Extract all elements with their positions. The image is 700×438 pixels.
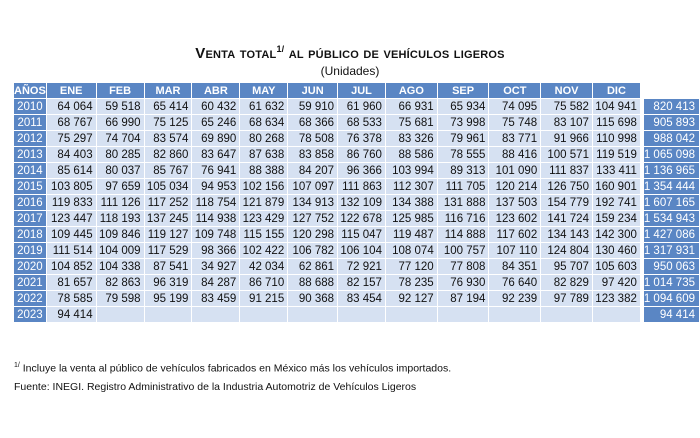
page-title	[0, 44, 700, 62]
row-gap	[641, 243, 643, 258]
month-value-cell: 85 767	[145, 163, 192, 178]
month-value-cell: 82 157	[338, 275, 385, 290]
month-value-cell	[438, 307, 489, 322]
annual-total-cell: 988 042	[644, 131, 699, 146]
month-value-cell: 111 837	[541, 163, 592, 178]
month-value-cell: 117 602	[489, 227, 540, 242]
footnote-text: Incluye la venta al público de vehículos fabricados en México más los vehículos importados.	[19, 362, 452, 375]
month-value-cell	[97, 307, 144, 322]
year-cell: 2021	[14, 275, 46, 290]
row-gap	[641, 147, 643, 162]
annual-total-cell: 94 414	[644, 307, 699, 322]
table-row	[14, 291, 699, 306]
month-value-cell: 87 194	[438, 291, 489, 306]
month-value-cell: 75 125	[145, 115, 192, 130]
month-value-cell: 111 126	[97, 195, 144, 210]
month-value-cell: 95 707	[541, 259, 592, 274]
month-value-cell: 74 704	[97, 131, 144, 146]
month-value-cell: 100 571	[541, 147, 592, 162]
month-value-cell: 75 748	[489, 115, 540, 130]
month-value-cell: 75 582	[541, 99, 592, 114]
month-value-cell: 134 913	[288, 195, 337, 210]
month-value-cell: 77 120	[386, 259, 437, 274]
month-value-cell: 111 705	[438, 179, 489, 194]
year-cell: 2010	[14, 99, 46, 114]
row-gap	[641, 307, 643, 322]
month-value-cell: 78 585	[47, 291, 96, 306]
table-row	[14, 275, 699, 290]
row-gap	[641, 195, 643, 210]
month-value-cell: 123 429	[240, 211, 287, 226]
month-value-cell: 108 074	[386, 243, 437, 258]
month-value-cell: 104 009	[97, 243, 144, 258]
month-value-cell: 119 487	[386, 227, 437, 242]
month-value-cell: 103 994	[386, 163, 437, 178]
table-row	[14, 195, 699, 210]
month-value-cell: 95 199	[145, 291, 192, 306]
header-month: MAY	[240, 83, 287, 98]
month-value-cell: 97 659	[97, 179, 144, 194]
annual-total-cell: 1 607 165	[644, 195, 699, 210]
annual-total-cell: 1 534 943	[644, 211, 699, 226]
month-value-cell: 103 805	[47, 179, 96, 194]
month-value-cell: 117 529	[145, 243, 192, 258]
month-value-cell: 92 127	[386, 291, 437, 306]
header-gap	[641, 83, 643, 98]
month-value-cell: 137 245	[145, 211, 192, 226]
month-value-cell: 104 338	[97, 259, 144, 274]
sales-table	[13, 82, 700, 323]
row-gap	[641, 163, 643, 178]
header-month: FEB	[97, 83, 144, 98]
table-row	[14, 211, 699, 226]
row-gap	[641, 259, 643, 274]
month-value-cell: 42 034	[240, 259, 287, 274]
month-value-cell: 65 934	[438, 99, 489, 114]
month-value-cell: 84 351	[489, 259, 540, 274]
year-cell: 2012	[14, 131, 46, 146]
month-value-cell: 83 574	[145, 131, 192, 146]
annual-total-cell: 1 014 735	[644, 275, 699, 290]
month-value-cell: 115 155	[240, 227, 287, 242]
month-value-cell	[541, 307, 592, 322]
month-value-cell: 132 109	[338, 195, 385, 210]
month-value-cell: 77 808	[438, 259, 489, 274]
month-value-cell: 81 657	[47, 275, 96, 290]
month-value-cell: 62 861	[288, 259, 337, 274]
year-cell: 2019	[14, 243, 46, 258]
annual-total-cell: 820 413	[644, 99, 699, 114]
title-rest: al público de vehículos ligeros	[284, 45, 505, 62]
month-value-cell: 123 447	[47, 211, 96, 226]
year-cell: 2022	[14, 291, 46, 306]
month-value-cell: 82 860	[145, 147, 192, 162]
month-value-cell	[192, 307, 239, 322]
month-value-cell: 123 382	[593, 291, 640, 306]
month-value-cell: 82 863	[97, 275, 144, 290]
annual-total-cell: 1 094 609	[644, 291, 699, 306]
month-value-cell: 80 285	[97, 147, 144, 162]
month-value-cell: 154 779	[541, 195, 592, 210]
month-value-cell: 109 445	[47, 227, 96, 242]
month-value-cell: 120 298	[288, 227, 337, 242]
month-value-cell: 76 378	[338, 131, 385, 146]
month-value-cell: 83 454	[338, 291, 385, 306]
month-value-cell: 86 760	[338, 147, 385, 162]
month-value-cell: 79 961	[438, 131, 489, 146]
month-value-cell: 87 638	[240, 147, 287, 162]
month-value-cell: 78 235	[386, 275, 437, 290]
annual-total-cell: 1 136 965	[644, 163, 699, 178]
header-total	[644, 83, 699, 98]
month-value-cell: 117 252	[145, 195, 192, 210]
year-cell: 2020	[14, 259, 46, 274]
month-value-cell: 65 414	[145, 99, 192, 114]
month-value-cell: 116 716	[438, 211, 489, 226]
row-gap	[641, 227, 643, 242]
month-value-cell: 106 782	[288, 243, 337, 258]
month-value-cell: 84 403	[47, 147, 96, 162]
header-month: ENE	[47, 83, 96, 98]
year-cell: 2023	[14, 307, 46, 322]
month-value-cell: 142 300	[593, 227, 640, 242]
month-value-cell: 83 858	[288, 147, 337, 162]
year-cell: 2015	[14, 179, 46, 194]
footnote	[14, 362, 451, 375]
month-value-cell: 105 034	[145, 179, 192, 194]
row-gap	[641, 211, 643, 226]
month-value-cell: 86 710	[240, 275, 287, 290]
month-value-cell: 118 754	[192, 195, 239, 210]
table-row	[14, 259, 699, 274]
row-gap	[641, 115, 643, 130]
month-value-cell: 141 724	[541, 211, 592, 226]
month-value-cell: 114 938	[192, 211, 239, 226]
year-cell: 2018	[14, 227, 46, 242]
month-value-cell: 98 366	[192, 243, 239, 258]
month-value-cell: 104 852	[47, 259, 96, 274]
header-month: NOV	[541, 83, 592, 98]
month-value-cell: 74 095	[489, 99, 540, 114]
month-value-cell: 83 647	[192, 147, 239, 162]
month-value-cell: 91 215	[240, 291, 287, 306]
header-month: AGO	[386, 83, 437, 98]
month-value-cell: 89 313	[438, 163, 489, 178]
month-value-cell: 76 640	[489, 275, 540, 290]
month-value-cell: 88 586	[386, 147, 437, 162]
month-value-cell: 88 388	[240, 163, 287, 178]
month-value-cell: 76 941	[192, 163, 239, 178]
month-value-cell: 84 207	[288, 163, 337, 178]
month-value-cell: 120 214	[489, 179, 540, 194]
month-value-cell: 134 388	[386, 195, 437, 210]
month-value-cell: 80 037	[97, 163, 144, 178]
month-value-cell: 102 156	[240, 179, 287, 194]
month-value-cell: 80 268	[240, 131, 287, 146]
month-value-cell: 107 097	[288, 179, 337, 194]
month-value-cell: 126 750	[541, 179, 592, 194]
month-value-cell: 61 960	[338, 99, 385, 114]
month-value-cell: 84 287	[192, 275, 239, 290]
annual-total-cell: 905 893	[644, 115, 699, 130]
year-cell: 2013	[14, 147, 46, 162]
footnote-marker: 1/	[14, 362, 20, 369]
table-row	[14, 227, 699, 242]
month-value-cell: 34 927	[192, 259, 239, 274]
month-value-cell	[288, 307, 337, 322]
month-value-cell: 121 879	[240, 195, 287, 210]
title-footnote-marker: 1/	[276, 44, 285, 54]
source-note: Fuente: INEGI. Registro Administrativo de la Industria Automotriz de Vehículos Ligeros	[14, 381, 417, 393]
month-value-cell: 59 518	[97, 99, 144, 114]
header-month: ABR	[192, 83, 239, 98]
month-value-cell: 102 422	[240, 243, 287, 258]
month-value-cell: 85 614	[47, 163, 96, 178]
month-value-cell: 68 767	[47, 115, 96, 130]
month-value-cell: 61 632	[240, 99, 287, 114]
month-value-cell: 114 888	[438, 227, 489, 242]
month-value-cell: 83 107	[541, 115, 592, 130]
page-subtitle: (Unidades)	[320, 64, 380, 78]
month-value-cell: 100 757	[438, 243, 489, 258]
month-value-cell: 78 555	[438, 147, 489, 162]
month-value-cell: 79 598	[97, 291, 144, 306]
table-row	[14, 179, 699, 194]
month-value-cell: 109 846	[97, 227, 144, 242]
month-value-cell: 125 985	[386, 211, 437, 226]
month-value-cell: 87 541	[145, 259, 192, 274]
month-value-cell: 66 990	[97, 115, 144, 130]
month-value-cell: 97 789	[541, 291, 592, 306]
month-value-cell: 88 416	[489, 147, 540, 162]
month-value-cell: 94 953	[192, 179, 239, 194]
table-row	[14, 131, 699, 146]
header-month: OCT	[489, 83, 540, 98]
month-value-cell: 59 910	[288, 99, 337, 114]
year-cell: 2014	[14, 163, 46, 178]
month-value-cell: 65 246	[192, 115, 239, 130]
table-row	[14, 307, 699, 322]
month-value-cell	[145, 307, 192, 322]
row-gap	[641, 99, 643, 114]
table-header-row	[14, 83, 699, 98]
month-value-cell: 160 901	[593, 179, 640, 194]
month-value-cell: 107 110	[489, 243, 540, 258]
annual-total-cell: 1 065 098	[644, 147, 699, 162]
table-row	[14, 147, 699, 162]
month-value-cell: 134 143	[541, 227, 592, 242]
annual-total-cell: 1 354 444	[644, 179, 699, 194]
month-value-cell: 91 966	[541, 131, 592, 146]
month-value-cell: 123 602	[489, 211, 540, 226]
month-value-cell: 109 748	[192, 227, 239, 242]
month-value-cell: 115 698	[593, 115, 640, 130]
month-value-cell: 159 234	[593, 211, 640, 226]
annual-total-cell: 950 063	[644, 259, 699, 274]
month-value-cell: 192 741	[593, 195, 640, 210]
row-gap	[641, 275, 643, 290]
row-gap	[641, 291, 643, 306]
month-value-cell	[240, 307, 287, 322]
month-value-cell	[338, 307, 385, 322]
month-value-cell	[386, 307, 437, 322]
month-value-cell: 119 127	[145, 227, 192, 242]
month-value-cell: 75 297	[47, 131, 96, 146]
table-body	[14, 99, 699, 322]
month-value-cell: 78 508	[288, 131, 337, 146]
month-value-cell: 72 921	[338, 259, 385, 274]
month-value-cell: 119 519	[593, 147, 640, 162]
month-value-cell: 130 460	[593, 243, 640, 258]
month-value-cell	[593, 307, 640, 322]
header-years: AÑOS	[14, 84, 46, 97]
month-value-cell: 97 420	[593, 275, 640, 290]
month-value-cell: 88 688	[288, 275, 337, 290]
month-value-cell: 75 681	[386, 115, 437, 130]
month-value-cell: 111 514	[47, 243, 96, 258]
header-month: MAR	[145, 83, 192, 98]
month-value-cell: 76 930	[438, 275, 489, 290]
month-value-cell: 124 804	[541, 243, 592, 258]
annual-total-cell: 1 427 086	[644, 227, 699, 242]
row-gap	[641, 179, 643, 194]
month-value-cell: 73 998	[438, 115, 489, 130]
month-value-cell: 115 047	[338, 227, 385, 242]
title-main: Venta total	[195, 45, 277, 62]
month-value-cell: 83 326	[386, 131, 437, 146]
month-value-cell: 127 752	[288, 211, 337, 226]
month-value-cell: 68 634	[240, 115, 287, 130]
month-value-cell: 96 366	[338, 163, 385, 178]
month-value-cell: 104 941	[593, 99, 640, 114]
month-value-cell: 66 931	[386, 99, 437, 114]
year-cell: 2016	[14, 195, 46, 210]
annual-total-cell: 1 317 931	[644, 243, 699, 258]
month-value-cell: 82 829	[541, 275, 592, 290]
month-value-cell: 105 603	[593, 259, 640, 274]
year-cell: 2011	[14, 115, 46, 130]
month-value-cell: 92 239	[489, 291, 540, 306]
month-value-cell: 68 533	[338, 115, 385, 130]
month-value-cell: 101 090	[489, 163, 540, 178]
month-value-cell: 119 833	[47, 195, 96, 210]
month-value-cell: 90 368	[288, 291, 337, 306]
month-value-cell: 64 064	[47, 99, 96, 114]
month-value-cell: 83 771	[489, 131, 540, 146]
month-value-cell: 112 307	[386, 179, 437, 194]
month-value-cell: 131 888	[438, 195, 489, 210]
header-month: SEP	[438, 83, 489, 98]
table-row	[14, 99, 699, 114]
month-value-cell: 68 366	[288, 115, 337, 130]
year-cell: 2017	[14, 211, 46, 226]
month-value-cell: 110 998	[593, 131, 640, 146]
header-month: DIC	[593, 83, 640, 98]
month-value-cell: 122 678	[338, 211, 385, 226]
month-value-cell: 60 432	[192, 99, 239, 114]
month-value-cell: 94 414	[47, 307, 96, 322]
header-month: JUL	[338, 83, 385, 98]
table-row	[14, 243, 699, 258]
row-gap	[641, 131, 643, 146]
table-row	[14, 163, 699, 178]
month-value-cell: 96 319	[145, 275, 192, 290]
header-month: JUN	[288, 83, 337, 98]
table-row	[14, 115, 699, 130]
month-value-cell: 106 104	[338, 243, 385, 258]
month-value-cell: 133 411	[593, 163, 640, 178]
month-value-cell: 83 459	[192, 291, 239, 306]
month-value-cell: 111 863	[338, 179, 385, 194]
month-value-cell: 118 193	[97, 211, 144, 226]
month-value-cell: 137 503	[489, 195, 540, 210]
month-value-cell: 69 890	[192, 131, 239, 146]
month-value-cell	[489, 307, 540, 322]
